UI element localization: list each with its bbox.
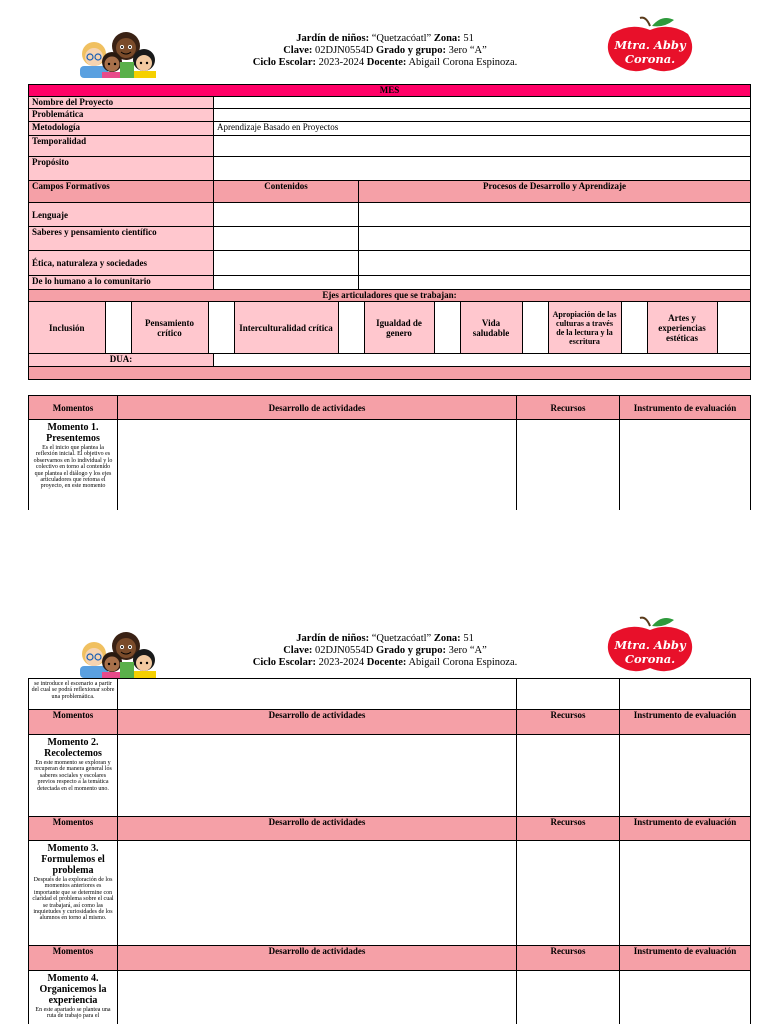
resources-cell[interactable]	[517, 679, 620, 710]
development-header: Desarrollo de actividades	[118, 396, 517, 420]
development-cell[interactable]	[118, 679, 517, 710]
resources-cell[interactable]	[517, 841, 620, 946]
methodology-value[interactable]: Aprendizaje Basado en Proyectos	[214, 122, 751, 136]
school-info: Jardín de niños: “Quetzacóatl” Zona: 51 Clave: 02DJN0554D Grado y grupo: 3ero “A” Ciclo Escolar: 2023-2024 Docente: Abigail Corona Espinoza.	[252, 33, 518, 68]
activities-table-1	[28, 395, 751, 510]
process-cell[interactable]	[359, 227, 751, 251]
content-cell[interactable]	[214, 276, 359, 290]
development-cell[interactable]	[118, 420, 517, 511]
moment-2-cell	[29, 735, 118, 817]
axis-check[interactable]	[717, 302, 751, 353]
logo-text: Mtra. Abby Corona.	[614, 38, 686, 66]
process-cell[interactable]	[359, 203, 751, 227]
resources-cell[interactable]	[517, 420, 620, 511]
document-header	[0, 0, 768, 80]
content-cell[interactable]	[214, 203, 359, 227]
moment-1-description: Es el inicio que plantea la reflexión inicial. El objetivo es observarnos en lo individual y lo colectivo en torno al contenido que plantea el diálogo y los ejes articuladores que retoma el proyecto, en este momento	[33, 445, 113, 490]
moment-3-description: Después de la exploración de los momentos anteriores es importante que se determine con claridad el problema sobre el cual se trabajará, así como las inquietudes y curiosidades de los alumnos en torno al mismo.	[32, 877, 114, 922]
project-name-cell[interactable]	[214, 97, 751, 109]
axis-check[interactable]	[105, 302, 131, 353]
content-cell[interactable]	[214, 251, 359, 276]
processes-header: Procesos de Desarrollo y Aprendizaje	[359, 181, 751, 203]
instrument-header: Instrumento de evaluación	[620, 710, 751, 735]
axis-check[interactable]	[522, 302, 548, 353]
moment-3-title: Momento 3. Formulemos el problema	[41, 843, 105, 876]
fields-header: Campos Formativos	[29, 181, 214, 203]
separator-band	[29, 367, 751, 380]
axes-row	[29, 302, 751, 354]
moment-2-description: En este momento se exploran y recuperan de manera general los saberes sociales y escolares previos respecto a la temática detectada en el momento uno.	[34, 760, 112, 792]
field-humano: De lo humano a lo comunitario	[29, 276, 214, 290]
problem-label: Problemática	[29, 109, 214, 122]
apple-logo	[600, 614, 700, 676]
activities-table-2	[28, 678, 751, 1024]
children-illustration	[72, 30, 164, 78]
axis-interculturalidad: Interculturalidad crítica	[234, 302, 338, 353]
axis-inclusion: Inclusión	[29, 302, 105, 353]
instrument-cell[interactable]	[620, 735, 751, 817]
moment-4-title: Momento 4. Organicemos la experiencia	[39, 973, 107, 1006]
instrument-cell[interactable]	[620, 420, 751, 511]
resources-header: Recursos	[517, 710, 620, 735]
axis-artes: Artes y experiencias estéticas	[647, 302, 717, 353]
content-cell[interactable]	[214, 227, 359, 251]
moments-header: Momentos	[29, 946, 118, 971]
axes-title: Ejes articuladores que se trabajan:	[29, 290, 751, 302]
contents-header: Contenidos	[214, 181, 359, 203]
axis-check[interactable]	[338, 302, 364, 353]
moment-1-cell	[29, 420, 118, 511]
moment-3-cell	[29, 841, 118, 946]
dua-cell[interactable]	[214, 354, 751, 367]
development-header: Desarrollo de actividades	[118, 946, 517, 971]
timing-label: Temporalidad	[29, 136, 214, 157]
school-info: Jardín de niños: “Quetzacóatl” Zona: 51 Clave: 02DJN0554D Grado y grupo: 3ero “A” Ciclo Escolar: 2023-2024 Docente: Abigail Corona Espinoza.	[252, 633, 518, 668]
moments-header: Momentos	[29, 817, 118, 841]
moment-1-description-cont: se introduce el escenario a partir del cual se podrá reflexionar sobre una problemática.	[31, 681, 115, 700]
project-name-label: Nombre del Proyecto	[29, 97, 214, 109]
purpose-cell[interactable]	[214, 157, 751, 181]
axis-check[interactable]	[434, 302, 460, 353]
resources-cell[interactable]	[517, 971, 620, 1024]
resources-cell[interactable]	[517, 735, 620, 817]
resources-header: Recursos	[517, 817, 620, 841]
resources-header: Recursos	[517, 946, 620, 971]
document-header	[0, 600, 768, 680]
instrument-header: Instrumento de evaluación	[620, 817, 751, 841]
axis-check[interactable]	[208, 302, 234, 353]
development-cell[interactable]	[118, 841, 517, 946]
field-saberes: Saberes y pensamiento científico	[29, 227, 214, 251]
development-header: Desarrollo de actividades	[118, 817, 517, 841]
logo-text: Mtra. Abby Corona.	[614, 638, 686, 666]
process-cell[interactable]	[359, 276, 751, 290]
field-lenguaje: Lenguaje	[29, 203, 214, 227]
planning-table	[28, 84, 751, 380]
moments-header: Momentos	[29, 396, 118, 420]
resources-header: Recursos	[517, 396, 620, 420]
moment-2-title: Momento 2. Recolectemos	[44, 737, 102, 759]
development-cell[interactable]	[118, 971, 517, 1024]
moment-1-continued	[29, 679, 118, 710]
children-illustration	[72, 630, 164, 678]
development-cell[interactable]	[118, 735, 517, 817]
apple-logo	[600, 14, 700, 76]
axis-apropiacion: Apropiación de las culturas a través de la lectura y la escritura	[548, 302, 621, 353]
moments-header: Momentos	[29, 710, 118, 735]
timing-cell[interactable]	[214, 136, 751, 157]
moment-4-description: En este apartado se plantea una ruta de trabajo para el	[35, 1007, 111, 1020]
instrument-cell[interactable]	[620, 841, 751, 946]
axes-table	[29, 302, 751, 353]
instrument-header: Instrumento de evaluación	[620, 396, 751, 420]
moment-1-title: Momento 1. Presentemos	[46, 422, 100, 444]
field-etica: Ética, naturaleza y sociedades	[29, 251, 214, 276]
development-header: Desarrollo de actividades	[118, 710, 517, 735]
month-bar: MES	[29, 85, 751, 97]
problem-cell[interactable]	[214, 109, 751, 122]
axis-check[interactable]	[621, 302, 647, 353]
page-1	[0, 0, 768, 510]
instrument-cell[interactable]	[620, 971, 751, 1024]
instrument-cell[interactable]	[620, 679, 751, 710]
moment-4-cell	[29, 971, 118, 1024]
axis-igualdad: Igualdad de genero	[364, 302, 434, 353]
page-2	[0, 600, 768, 1024]
instrument-header: Instrumento de evaluación	[620, 946, 751, 971]
axis-vida: Vida saludable	[460, 302, 522, 353]
dua-label: DUA:	[29, 354, 214, 367]
axis-pensamiento: Pensamiento crítico	[131, 302, 208, 353]
purpose-label: Propósito	[29, 157, 214, 181]
methodology-label: Metodología	[29, 122, 214, 136]
process-cell[interactable]	[359, 251, 751, 276]
